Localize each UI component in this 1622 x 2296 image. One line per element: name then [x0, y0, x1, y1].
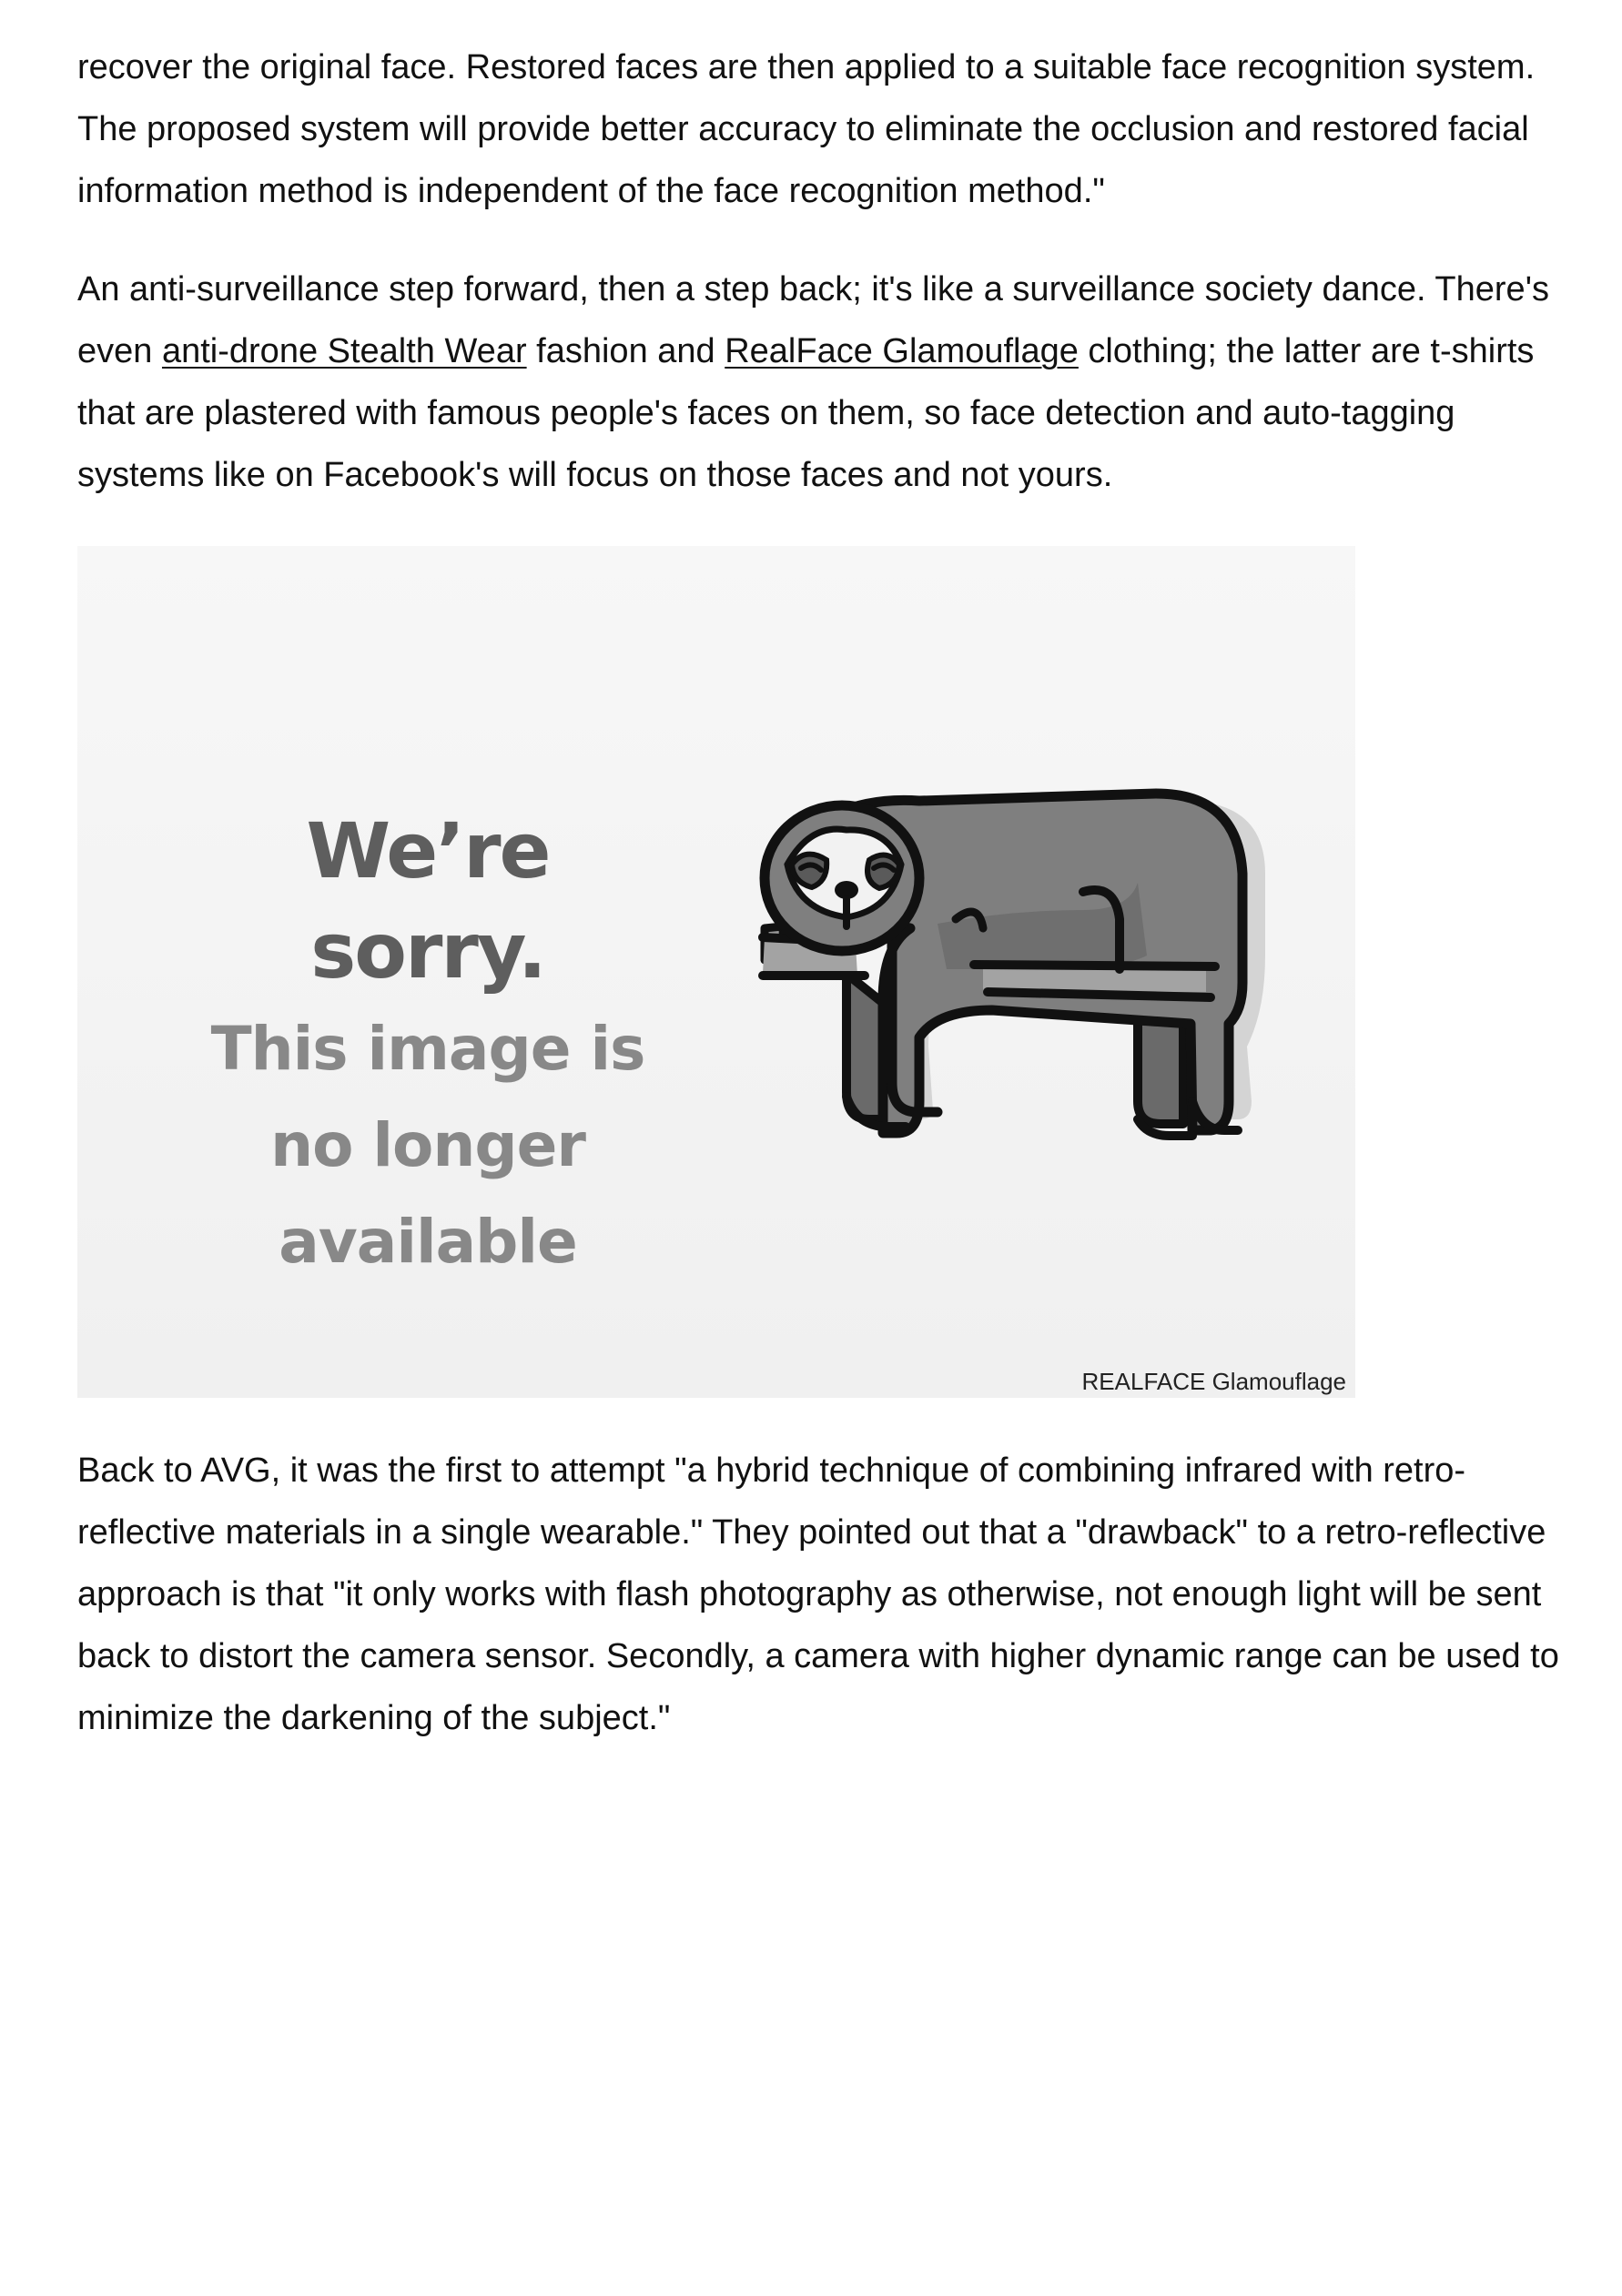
link-realface-glamouflage[interactable]: RealFace Glamouflage: [725, 332, 1079, 370]
unavailable-message: [200, 801, 655, 1290]
image-caption: REALFACE Glamouflage: [1081, 1368, 1346, 1395]
unavailable-title: We’re sorry.: [306, 806, 550, 996]
paragraph-anti-surveillance: [77, 258, 1570, 506]
paragraph-text: clothing; the latter are t-shirts that are plastered with famous people's faces on them, so face detection and auto-tagging systems like on Facebook's will focus on those faces and not yours.: [77, 332, 1535, 494]
paragraph-face-restoration: recover the original face. Restored faces are then applied to a suitable face recognition system. The proposed system will provide better accuracy to eliminate the occlusion and restored facial information method is independent of the face recognition method.": [77, 48, 1536, 210]
unavailable-subtitle: This image is no longer available: [210, 1014, 645, 1277]
sleeping-sloth-icon: [755, 774, 1302, 1192]
link-stealth-wear[interactable]: anti-drone Stealth Wear: [161, 332, 527, 370]
article-body: [77, 36, 1570, 1749]
image-unavailable-figure: [77, 546, 1355, 1398]
paragraph-text: fashion and: [526, 332, 725, 370]
paragraph-avg-hybrid: Back to AVG, it was the first to attempt "a hybrid technique of combining infrared with retro-reflective materials in a single wearable." They pointed out that a "drawback" to a retro-reflective approach is that "it only works with flash photography as otherwise, not enough light will be sent back to distort the camera sensor. Secondly, a camera with higher dynamic range can be used to minimize the darkening of the subject.": [77, 1451, 1559, 1737]
paragraph-text: An anti-surveillance step forward, then a step back; it's like a surveillance society dance. There's even: [77, 270, 1549, 370]
